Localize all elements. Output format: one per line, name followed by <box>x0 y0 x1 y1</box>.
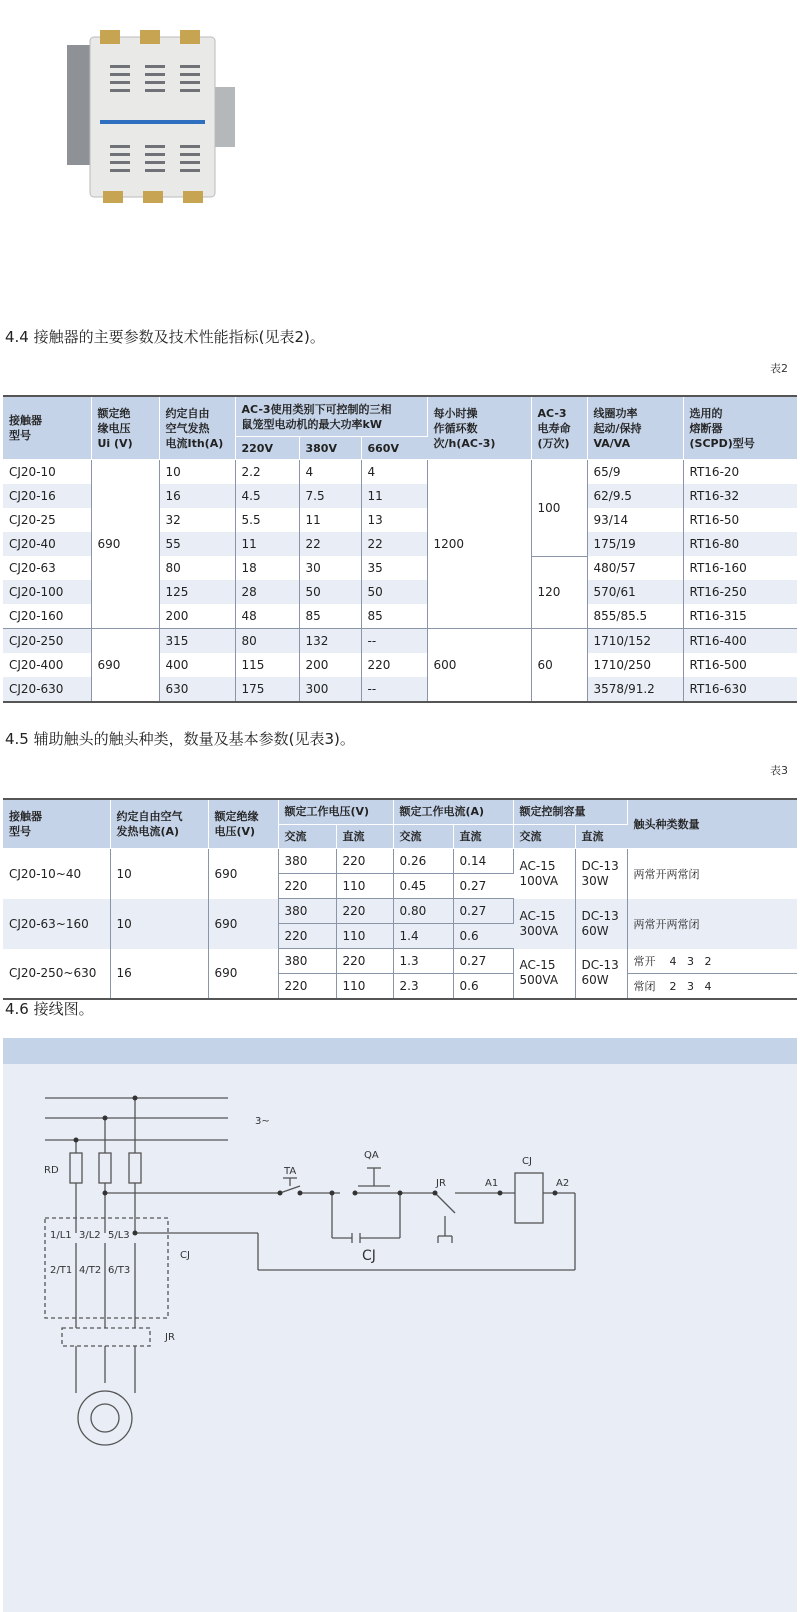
wiring-diagram <box>0 1038 800 1612</box>
cell-p660: -- <box>361 629 427 654</box>
t3-cell-vdc: 220 <box>336 949 393 974</box>
label-terminal-5: 5/L3 <box>108 1230 130 1241</box>
label-qa: QA <box>364 1150 379 1161</box>
th-fuse: 选用的 熔断器 (SCPD)型号 <box>683 396 797 460</box>
cell-ith: 400 <box>159 653 235 677</box>
cell-ith: 16 <box>159 484 235 508</box>
cell-fuse: RT16-500 <box>689 658 747 672</box>
t3-cell-idc: 0.27 <box>453 899 513 924</box>
cell-p220: 18 <box>235 556 299 580</box>
cell-coil: 855/85.5 <box>587 604 683 629</box>
t3-cell-ac-cap: AC-15 300VA <box>513 899 575 949</box>
cell-p220: 11 <box>235 532 299 556</box>
cell-ui-merged: 690 <box>91 460 159 629</box>
t3-cell-ith: 10 <box>110 849 208 899</box>
th-power: AC-3使用类别下可控制的三相 鼠笼型电动机的最大功率kW <box>235 396 427 437</box>
cell-ith: 125 <box>159 580 235 604</box>
th-380v: 380V <box>299 437 361 460</box>
cell-fuse: RT16-80 <box>683 532 797 556</box>
cell-model: CJ20-40 <box>3 532 91 556</box>
cell-p380: 200 <box>299 653 361 677</box>
cell-fuse: RT16-400 <box>683 629 797 654</box>
table2-caption: 表2 <box>770 362 788 375</box>
cell-ith: 80 <box>159 556 235 580</box>
t3-cell-iac: 2.3 <box>393 974 453 1000</box>
th-coil: 线圈功率 起动/保持 VA/VA <box>587 396 683 460</box>
cell-ith: 630 <box>159 677 235 702</box>
t3-cell-vdc: 110 <box>336 924 393 949</box>
cell-model: CJ20-63 <box>3 556 91 580</box>
t3-th-current: 额定工作电流(A) <box>393 799 513 824</box>
section-4-6-heading: 4.6 接线图。 <box>5 1000 94 1018</box>
cell-p660: 11 <box>361 484 427 508</box>
cell-p660: 4 <box>361 460 427 485</box>
t3-cell-ith: 16 <box>110 949 208 1000</box>
cell-coil: 93/14 <box>587 508 683 532</box>
t3-cell-ui: 690 <box>208 849 278 899</box>
cell-p660: 50 <box>361 580 427 604</box>
cell-p660: -- <box>361 677 427 702</box>
label-a1: A1 <box>485 1178 499 1189</box>
t3-cell-vdc: 110 <box>336 874 393 899</box>
t3-cell-idc: 0.6 <box>453 974 513 1000</box>
label-terminal-4: 4/T2 <box>79 1265 102 1276</box>
t3-cell-model: CJ20-10~40 <box>3 849 110 899</box>
t3-cell-ac-cap: AC-15 500VA <box>513 949 575 1000</box>
cell-coil: 3578/91.2 <box>587 677 683 702</box>
label-ta: TA <box>284 1166 297 1177</box>
label-terminal-3: 3/L2 <box>79 1230 101 1241</box>
cell-coil: 62/9.5 <box>587 484 683 508</box>
t3-cell-types: 两常开两常闭 <box>633 867 700 881</box>
t3-cell-ac-cap: AC-15 100VA <box>513 849 575 899</box>
cell-p220: 48 <box>235 604 299 629</box>
section-4-5-heading: 4.5 辅助触头的触头种类，数量及基本参数(见表3)。 <box>5 730 355 748</box>
cell-model: CJ20-400 <box>3 653 91 677</box>
cell-coil: 480/57 <box>587 556 683 580</box>
label-three-phase: 3~ <box>255 1116 270 1127</box>
label-terminal-1: 1/L1 <box>50 1230 72 1241</box>
t3-th-vac: 交流 <box>278 824 336 848</box>
t3-th-capacity: 额定控制容量 <box>513 799 627 824</box>
th-660v: 660V <box>361 437 427 460</box>
t3-th-vdc: 直流 <box>336 824 393 848</box>
t3-th-ui: 额定绝缘 电压(V) <box>208 799 278 849</box>
cell-ith: 10 <box>159 460 235 485</box>
cell-p220: 28 <box>235 580 299 604</box>
label-jr-top: JR <box>436 1178 446 1189</box>
table2-parameters <box>3 395 797 703</box>
t3-cell-vac: 220 <box>278 924 336 949</box>
cell-p660: 22 <box>361 532 427 556</box>
th-ui: 额定绝 缘电压 Ui (V) <box>91 396 159 460</box>
cell-fuse: RT16-160 <box>689 561 747 575</box>
table3-caption: 表3 <box>770 764 788 777</box>
cell-ith: 200 <box>159 604 235 629</box>
t3-th-voltage: 额定工作电压(V) <box>278 799 393 824</box>
cell-p220: 2.2 <box>235 460 299 485</box>
table3-auxiliary-contacts <box>3 798 797 1000</box>
label-a2: A2 <box>556 1178 570 1189</box>
cell-p380: 300 <box>299 677 361 702</box>
t3-cell-vdc: 220 <box>336 849 393 874</box>
cell-cycles-merged: 600 <box>427 629 531 703</box>
t3-cell-iac: 0.80 <box>393 899 453 924</box>
t3-cell-types-nc: 常闭 2 3 4 <box>627 974 797 1000</box>
t3-th-cap-ac: 交流 <box>513 824 575 848</box>
th-ith: 约定自由 空气发热 电流Ith(A) <box>159 396 235 460</box>
cell-p220: 4.5 <box>235 484 299 508</box>
cell-p380: 7.5 <box>299 484 361 508</box>
cell-p380: 132 <box>299 629 361 654</box>
t3-cell-types-no: 常开 4 3 2 <box>627 949 797 974</box>
cell-p220: 80 <box>235 629 299 654</box>
cell-p380: 50 <box>299 580 361 604</box>
th-cycles: 每小时操 作循环数 次/h(AC-3) <box>427 396 531 460</box>
cell-p660: 35 <box>361 556 427 580</box>
cell-p660: 220 <box>361 653 427 677</box>
t3-cell-iac: 1.4 <box>393 924 453 949</box>
t3-th-cap-dc: 直流 <box>575 824 627 848</box>
cell-model: CJ20-10 <box>3 460 91 485</box>
cell-life-merged: 120 <box>531 556 587 629</box>
th-model: 接触器 型号 <box>3 396 91 460</box>
cell-coil: 1710/152 <box>587 629 683 654</box>
contactor-product-photo <box>55 25 250 205</box>
cell-cycles-merged: 1200 <box>427 460 531 629</box>
t3-cell-dc-cap: DC-13 60W <box>575 899 627 949</box>
cell-model: CJ20-160 <box>3 604 91 629</box>
cell-p660: 13 <box>361 508 427 532</box>
t3-cell-dc-cap: DC-13 30W <box>575 849 627 899</box>
t3-cell-ui: 690 <box>208 949 278 1000</box>
t3-cell-idc: 0.27 <box>453 874 513 899</box>
cell-p220: 115 <box>235 653 299 677</box>
cell-model: CJ20-100 <box>3 580 91 604</box>
cell-p380: 22 <box>299 532 361 556</box>
cell-life-merged: 100 <box>531 460 587 557</box>
t3-cell-iac: 0.45 <box>393 874 453 899</box>
cell-p660: 85 <box>361 604 427 629</box>
cell-ui-merged: 690 <box>91 629 159 703</box>
t3-th-idc: 直流 <box>453 824 513 848</box>
cell-model: CJ20-25 <box>3 508 91 532</box>
cell-p380: 11 <box>299 508 361 532</box>
label-cj-hold: CJ <box>362 1248 376 1264</box>
cell-coil: 65/9 <box>587 460 683 485</box>
cell-model: CJ20-630 <box>3 677 91 702</box>
cell-fuse: RT16-32 <box>683 484 797 508</box>
cell-fuse: RT16-20 <box>689 465 740 479</box>
cell-ith: 32 <box>159 508 235 532</box>
t3-cell-vdc: 110 <box>336 974 393 1000</box>
t3-th-model: 接触器 型号 <box>3 799 110 849</box>
cell-p380: 30 <box>299 556 361 580</box>
th-220v: 220V <box>235 437 299 460</box>
cell-ith: 315 <box>159 629 235 654</box>
label-terminal-6: 6/T3 <box>108 1265 131 1276</box>
cell-model: CJ20-16 <box>3 484 91 508</box>
t3-cell-idc: 0.14 <box>453 849 513 874</box>
t3-cell-vac: 380 <box>278 899 336 924</box>
t3-cell-vac: 220 <box>278 874 336 899</box>
cell-coil: 570/61 <box>587 580 683 604</box>
t3-cell-idc: 0.27 <box>453 949 513 974</box>
label-cj-box: CJ <box>180 1250 190 1261</box>
cell-coil: 175/19 <box>587 532 683 556</box>
t3-cell-vac: 220 <box>278 974 336 1000</box>
section-4-4-heading: 4.4 接触器的主要参数及技术性能指标(见表2)。 <box>5 328 325 346</box>
t3-cell-types: 两常开两常闭 <box>627 899 797 949</box>
cell-fuse: RT16-315 <box>689 609 747 623</box>
t3-cell-vac: 380 <box>278 949 336 974</box>
cell-p220: 5.5 <box>235 508 299 532</box>
t3-cell-dc-cap: DC-13 60W <box>575 949 627 1000</box>
cell-coil: 1710/250 <box>587 653 683 677</box>
t3-cell-vdc: 220 <box>336 899 393 924</box>
cell-fuse: RT16-50 <box>689 513 740 527</box>
cell-life-merged: 60 <box>531 629 587 703</box>
t3-cell-iac: 0.26 <box>393 849 453 874</box>
label-jr-box: JR <box>165 1332 175 1343</box>
cell-p380: 4 <box>299 460 361 485</box>
t3-cell-model: CJ20-63~160 <box>3 899 110 949</box>
cell-p380: 85 <box>299 604 361 629</box>
label-cj-top: CJ <box>522 1156 532 1167</box>
cell-p220: 175 <box>235 677 299 702</box>
cell-fuse: RT16-630 <box>683 677 797 702</box>
cell-model: CJ20-250 <box>3 629 91 654</box>
t3-cell-idc: 0.6 <box>453 924 513 949</box>
t3-th-iac: 交流 <box>393 824 453 848</box>
th-life: AC-3 电寿命 (万次) <box>531 396 587 460</box>
label-terminal-2: 2/T1 <box>50 1265 73 1276</box>
cell-ith: 55 <box>159 532 235 556</box>
t3-cell-ui: 690 <box>208 899 278 949</box>
t3-cell-model: CJ20-250~630 <box>3 949 110 1000</box>
cell-fuse: RT16-250 <box>683 580 797 604</box>
label-rd: RD <box>44 1165 59 1176</box>
t3-cell-iac: 1.3 <box>393 949 453 974</box>
t3-th-types: 触头种类数量 <box>627 799 797 849</box>
t3-th-ith: 约定自由空气 发热电流(A) <box>110 799 208 849</box>
t3-cell-vac: 380 <box>278 849 336 874</box>
t3-cell-ith: 10 <box>110 899 208 949</box>
